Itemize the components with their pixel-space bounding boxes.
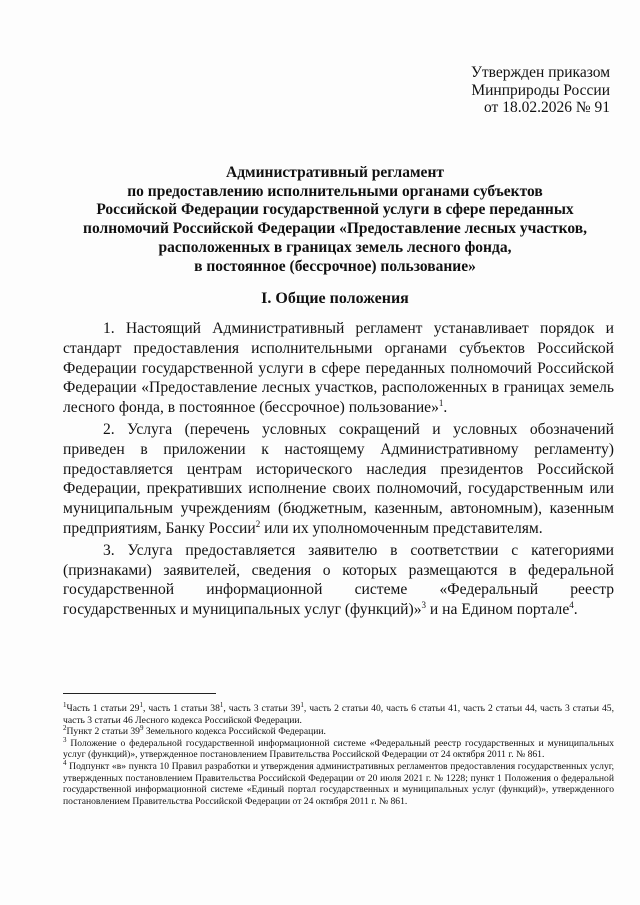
paragraph-3: [63, 541, 614, 620]
footnote-2: [63, 726, 614, 738]
footnote-ref-3[interactable]: 3: [421, 599, 427, 610]
footnote-ref-1[interactable]: 1: [438, 398, 444, 408]
body-text: [63, 319, 614, 620]
footnotes: [63, 700, 615, 807]
title-line-3: Российской Федерации государственной услуги в сфере переданных: [96, 201, 574, 219]
footnote-1-text-c: , часть 3 статьи 39: [223, 703, 301, 714]
title-line-1: Административный регламент: [226, 164, 444, 181]
footnote-divider: [63, 693, 216, 694]
paragraph-2-tail: или их уполномоченным представителям.: [260, 519, 543, 537]
paragraph-2-text: 2. Услуга (перечень условных сокращений и условных обозначений приведен в приложении к настоящему Административному регламенту) предоставляется центрам исторического наследия президентов Российской Федерации, прекративших исполнение своих полномочий, государственным или муниципальным учреждениям (бюджетным, казенным, автономным), казенным предприятиям, Банку России: [63, 420, 614, 537]
footnote-2-text-b: Земельного кодекса Российской Федерации.: [143, 726, 326, 738]
footnote-1-text-a: Часть 1 статьи 29: [66, 703, 140, 714]
footnote-2-text-a: Пункт 2 статьи 39: [66, 726, 140, 738]
paragraph-3-tail: и на Едином портале: [426, 601, 570, 619]
footnote-4-number: 4: [63, 758, 67, 767]
footnote-1-article-index-c: 1: [300, 700, 304, 709]
footnote-ref-2[interactable]: 2: [255, 518, 261, 529]
footnote-1-article-index-b: 1: [219, 700, 224, 709]
document-title: [40, 164, 630, 276]
paragraph-2: [63, 420, 614, 539]
title-line-4: полномочий Российской Федерации «Предоставление лесных участков,: [83, 220, 587, 238]
paragraph-1: [63, 319, 614, 418]
footnote-4: [63, 758, 614, 807]
footnote-1: [63, 700, 614, 726]
footnote-2-article-index: 9: [139, 724, 144, 732]
footnote-3-text: Положение о федеральной государственной информационной системе «Федеральный реестр государственных и муниципальных услуг (функций)», утвержденное постановлением Правительства Российской Федерации от 24 октября 2011 г. № 861.: [63, 737, 615, 761]
footnote-4-text: Подпункт «в» пункта 10 Правил разработки и утверждения административных регламентов предоставления государственных услуг, утвержденных постановлением Правительства Российской Федерации от 20 июля 2021 г. № 1228; пункт 1 Положения о федеральной государственной информационной системе «Единый портал государственных и муниципальных услуг (функций)», утвержденного постановлением Правительства Российской Федерации от 24 октября 2011 г. № 861.: [63, 760, 614, 807]
paragraph-3-text: 3. Услуга предоставляется заявителю в соответствии с категориями (признаками) заявителей, сведения о которых размещаются в федеральной государственной информационной системе «Федеральный реестр государственных и муниципальных услуг (функций)»: [63, 541, 614, 619]
title-line-2: по предоставлению исполнительными органами субъектов: [127, 182, 543, 200]
paragraph-1-tail: .: [443, 399, 448, 417]
paragraph-1-text: 1. Настоящий Административный регламент устанавливает порядок и стандарт предоставления исполнительными органами субъектов Российской Федерации государственной услуги в сфере переданных полномочий Российской Федерации «Предоставление лесных участков, расположенных в границах земель лесного фонда, в постоянное (бессрочное) пользование»: [63, 320, 614, 417]
section-heading: I. Общие положения: [261, 290, 409, 307]
approval-line-3: от 18.02.2026 № 91: [484, 99, 610, 116]
footnote-2-number: 2: [63, 724, 67, 732]
paragraph-3-tail-2: .: [573, 601, 578, 619]
footnote-1-article-index-a: 1: [139, 700, 143, 709]
footnote-3-number: 3: [63, 735, 67, 744]
footnote-1-number: 1: [63, 700, 67, 709]
approval-line-2: Минприроды России: [471, 81, 610, 99]
footnote-ref-4[interactable]: 4: [569, 599, 574, 610]
approval-stamp: [471, 64, 610, 117]
title-line-5: расположенных в границах земель лесного фонда,: [158, 238, 512, 256]
footnote-1-text-b: , часть 1 статьи 38: [142, 703, 220, 714]
footnote-1-text-d: , часть 2 статьи 40, часть 6 статьи 41, часть 2 статьи 44, часть 3 статьи 45, часть 3 статьи 46 Лесного кодекса Российской Федерации.: [63, 703, 614, 726]
footnote-3: [63, 735, 615, 761]
approval-line-1: Утвержден приказом: [470, 64, 610, 81]
title-line-6: в постоянное (бессрочное) пользование»: [194, 257, 476, 275]
